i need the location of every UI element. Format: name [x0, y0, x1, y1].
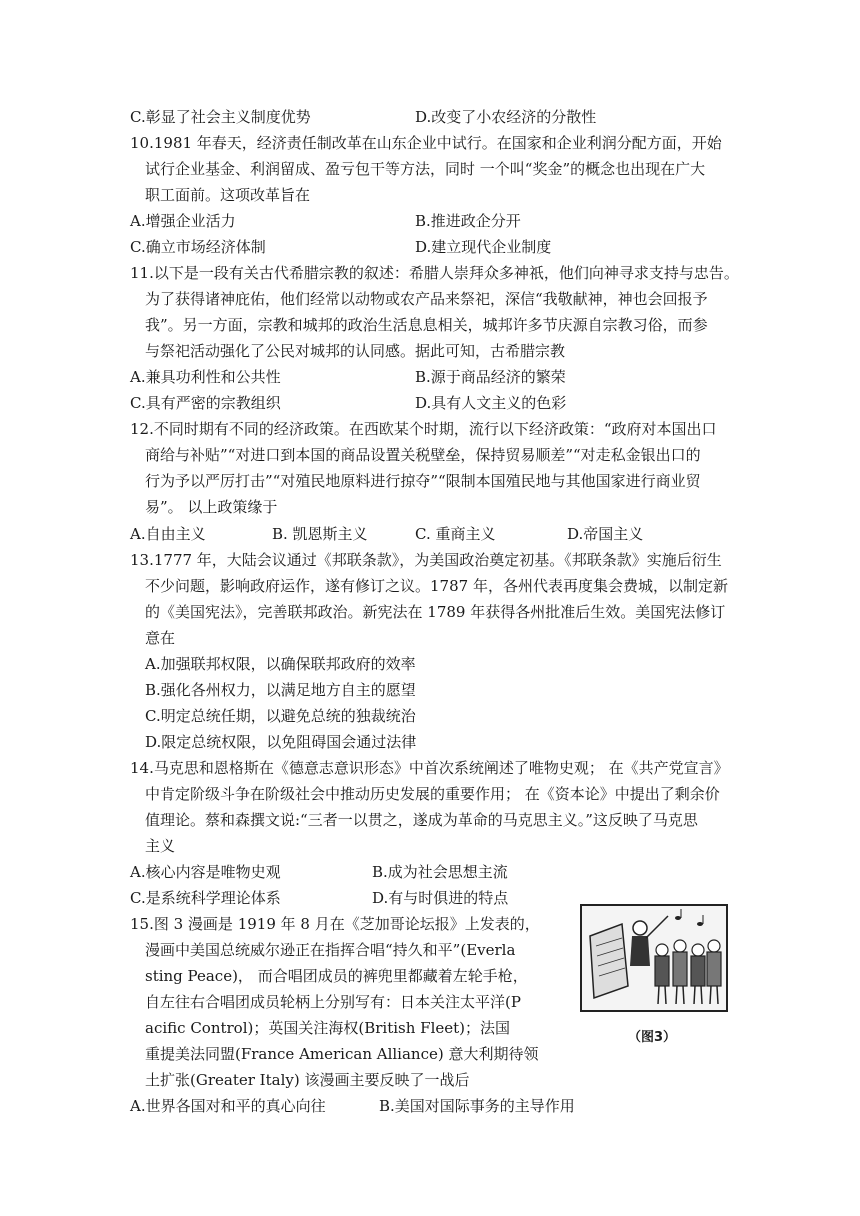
q15-option-a: A.世界各国对和平的真心向往: [130, 1097, 326, 1115]
q13-option-b: B.强化各州权力，以满足地方自主的愿望: [145, 681, 416, 699]
q12-option-a: A.自由主义: [130, 525, 206, 543]
q15-option-b: B.美国对国际事务的主导作用: [379, 1097, 575, 1115]
q13-option-c: C.明定总统任期，以避免总统的独裁统治: [145, 707, 416, 725]
q12-option-c: C. 重商主义: [415, 525, 496, 543]
q10-stem-line: 试行企业基金、利润留成、盈亏包干等方法，同时 一个叫“奖金”的概念也出现在广大: [145, 160, 706, 178]
q12-stem-line: 行为予以严厉打击”“对殖民地原料进行掠夺”“限制本国殖民地与其他国家进行商业贸: [145, 472, 701, 490]
q12-stem-line: 易”。 以上政策缘于: [145, 498, 278, 516]
q14-option-b: B.成为社会思想主流: [372, 863, 508, 881]
q15-stem-line: acific Control)；英国关注海权(British Fleet)；法国: [145, 1019, 510, 1037]
q9-option-d: D.改变了小农经济的分散性: [415, 108, 597, 126]
q11-option-c: C.具有严密的宗教组织: [130, 394, 281, 412]
q14-stem-line: 14.马克思和恩格斯在《德意志意识形态》中首次系统阐述了唯物史观； 在《共产党宣言》: [130, 759, 729, 777]
q11-option-b: B.源于商品经济的繁荣: [415, 368, 566, 386]
q12-option-d: D.帝国主义: [567, 525, 644, 543]
q11-stem-line: 我”。另一方面，宗教和城邦的政治生活息息相关，城邦许多节庆源自宗教习俗，而参: [145, 316, 708, 334]
q12-option-b: B. 凯恩斯主义: [272, 525, 368, 543]
q10-option-d: D.建立现代企业制度: [415, 238, 552, 256]
cartoon-figure: [580, 904, 728, 1012]
q13-stem-line: 不少问题，影响政府运作，遂有修订之议。1787 年，各州代表再度集会费城，以制定新: [145, 577, 728, 595]
q15-stem-line: 漫画中美国总统威尔逊正在指挥合唱“持久和平”(Everla: [145, 941, 516, 959]
q15-stem-line: 重提美法同盟(France American Alliance) 意大利期待领: [145, 1045, 539, 1063]
q11-option-d: D.具有人文主义的色彩: [415, 394, 567, 412]
q15-stem-line: 15.图 3 漫画是 1919 年 8 月在《芝加哥论坛报》上发表的，: [130, 915, 540, 933]
q14-option-d: D.有与时俱进的特点: [372, 889, 509, 907]
q14-option-c: C.是系统科学理论体系: [130, 889, 281, 907]
q11-stem-line: 11.以下是一段有关古代希腊宗教的叙述：希腊人崇拜众多神祇，他们向神寻求支持与忠告。: [130, 264, 739, 282]
q10-option-c: C.确立市场经济体制: [130, 238, 266, 256]
q10-stem-line: 职工面前。这项改革旨在: [145, 186, 311, 204]
q14-option-a: A.核心内容是唯物史观: [130, 863, 281, 881]
q12-stem-line: 12.不同时期有不同的经济政策。在西欧某个时期，流行以下经济政策：“政府对本国出口: [130, 420, 717, 438]
q14-stem-line: 主义: [145, 837, 176, 855]
q10-option-a: A.增强企业活力: [130, 212, 236, 230]
q13-option-a: A.加强联邦权限，以确保联邦政府的效率: [145, 655, 416, 673]
q10-stem-line: 10.1981 年春天，经济责任制改革在山东企业中试行。在国家和企业利润分配方面，开始: [130, 134, 722, 152]
q11-stem-line: 为了获得诸神庇佑，他们经常以动物或农产品来祭祀，深信“我敬献神，神也会回报予: [145, 290, 708, 308]
q13-option-d: D.限定总统权限，以免阻碍国会通过法律: [145, 733, 417, 751]
q12-stem-line: 商给与补贴”“对进口到本国的商品设置关税壁垒，保持贸易顺差”“对走私金银出口的: [145, 446, 701, 464]
q11-stem-line: 与祭祀活动强化了公民对城邦的认同感。据此可知，古希腊宗教: [145, 342, 566, 360]
q13-stem-line: 的《美国宪法》，完善联邦政治。新宪法在 1789 年获得各州批准后生效。美国宪法修订: [145, 603, 726, 621]
cartoon-illustration-icon: [582, 906, 726, 1010]
figure-caption: （图3）: [628, 1030, 677, 1045]
q14-stem-line: 中肯定阶级斗争在阶级社会中推动历史发展的重要作用； 在《资本论》中提出了剩余价: [145, 785, 720, 803]
q13-stem-line: 意在: [145, 629, 176, 647]
q10-option-b: B.推进政企分开: [415, 212, 521, 230]
q15-stem-line: 土扩张(Greater Italy) 该漫画主要反映了一战后: [145, 1071, 470, 1089]
q13-stem-line: 13.1777 年，大陆会议通过《邦联条款》，为美国政治奠定初基。《邦联条款》实施后衍生: [130, 551, 722, 569]
q15-stem-line: 自左往右合唱团成员轮柄上分别写有：日本关注太平洋(P: [145, 993, 521, 1011]
q11-option-a: A.兼具功利性和公共性: [130, 368, 281, 386]
q9-option-c: C.彰显了社会主义制度优势: [130, 108, 311, 126]
q15-stem-line: sting Peace)， 而合唱团成员的裤兜里都藏着左轮手枪，: [145, 967, 528, 985]
q14-stem-line: 值理论。蔡和森撰文说:“三者一以贯之，遂成为革命的马克思主义。”这反映了马克思: [145, 811, 698, 829]
